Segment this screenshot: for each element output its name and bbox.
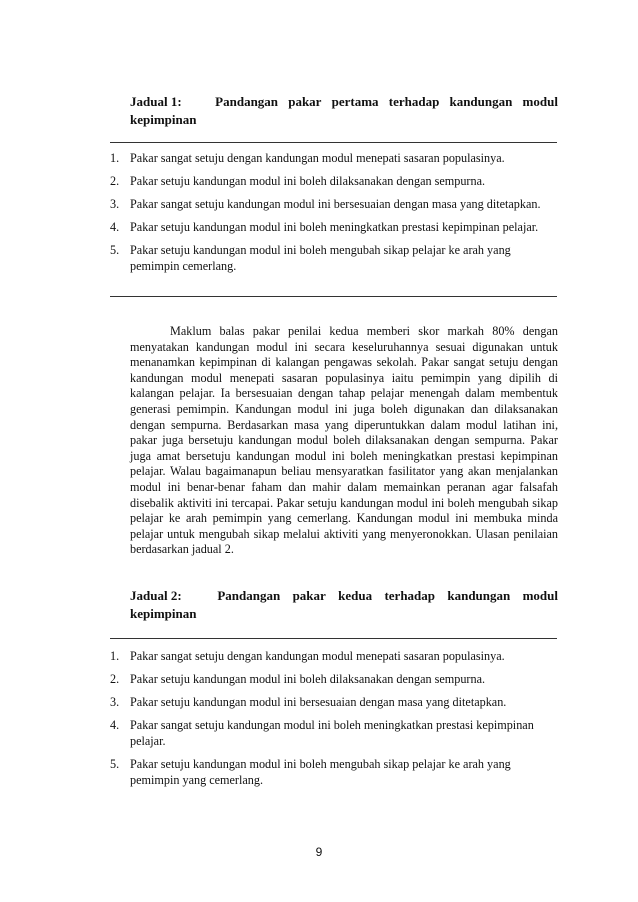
page-number: 9 — [315, 845, 323, 859]
list-item — [110, 756, 557, 788]
table1-title-word: terhadap — [388, 94, 440, 109]
list-item — [110, 648, 557, 664]
item-number: 3. — [110, 695, 120, 709]
item-number: 1. — [110, 649, 120, 663]
table2-title-word: terhadap — [384, 588, 436, 603]
table1-title-continuation: kepimpinan — [130, 112, 197, 127]
table1-title-word: modul — [522, 94, 558, 109]
table1-title-word: pakar — [288, 94, 322, 109]
table2-title-word: pakar — [292, 588, 326, 603]
table1-title-word: pertama — [331, 94, 379, 109]
item-text: Pakar setuju kandungan modul ini boleh dilaksanakan dengan sempurna. — [130, 174, 486, 188]
body-paragraph: Maklum balas pakar penilai kedua memberi skor markah 80% dengan menyatakan kandungan modul ini secara keseluruhannya sesuai digunakan untuk menanamkan kepimpinan di kalangan pengawas sekolah. Pakar sangat setuju dengan kandungan modul menepati sasaran populasinya iaitu pemimpin yang dipilih di kalangan pelajar. Ia bersesuaian dengan tahap pelajar menengah dalam membentuk generasi pemimpin. Kandungan modul ini juga boleh digunakan dan dilaksanakan dengan sempurna. Berdasarkan masa yang diperuntukkan dalam modul latihan ini, pakar juga bersetuju kandungan modul boleh dilaksanakan dengan sempurna. Pakar juga amat bersetuju kandungan modul ini boleh meningkatkan prestasi kepimpinan pelajar. Walau bagaimanapun beliau mensyaratkan fasilitator yang akan menjalankan modul ini benar-benar faham dan mahir dalam memainkan peranan agar falsafah disebalik aktiviti ini tercapai. Pakar setuju kandungan modul ini boleh mengubah sikap pelajar ke arah pemimpin yang cemerlang. Kandungan modul ini membuka minda pelajar untuk mengubah sikap melalui aktiviti yang menyeronokkan. Ulasan penilaian berdasarkan jadual 2. — [130, 324, 558, 557]
table2-top-rule — [110, 638, 557, 639]
item-text: Pakar setuju kandungan modul ini boleh meningkatkan prestasi kepimpinan pelajar. — [130, 220, 539, 234]
table1-list — [110, 150, 557, 281]
table1-label: Jadual 1: — [130, 94, 182, 109]
list-item — [110, 671, 557, 687]
table1-title-word: Pandangan — [215, 94, 279, 109]
item-text: Pakar sangat setuju dengan kandungan modul menepati sasaran populasinya. — [130, 151, 505, 165]
table2-title-word: kedua — [338, 588, 373, 603]
list-item — [110, 150, 557, 166]
item-number: 5. — [110, 243, 120, 257]
list-item — [110, 219, 557, 235]
item-text: Pakar setuju kandungan modul ini boleh mengubah sikap pelajar ke arah yang pemimpin cemerlang. — [130, 243, 511, 273]
table1-bottom-rule — [110, 296, 557, 297]
item-number: 1. — [110, 151, 120, 165]
table2-title-continuation: kepimpinan — [130, 606, 197, 621]
table2-list — [110, 648, 557, 795]
item-text: Pakar sangat setuju kandungan modul ini bersesuaian dengan masa yang ditetapkan. — [130, 197, 541, 211]
table2-title-word: Pandangan — [217, 588, 281, 603]
item-text: Pakar setuju kandungan modul ini bersesuaian dengan masa yang ditetapkan. — [130, 695, 507, 709]
item-text: Pakar setuju kandungan modul ini boleh dilaksanakan dengan sempurna. — [130, 672, 486, 686]
item-number: 2. — [110, 174, 120, 188]
list-item — [110, 694, 557, 710]
table2-title-word: kandungan — [447, 588, 511, 603]
table2-caption — [130, 587, 558, 623]
list-item — [110, 242, 557, 274]
item-number: 4. — [110, 718, 120, 732]
list-item — [110, 196, 557, 212]
table2-label: Jadual 2: — [130, 588, 182, 603]
item-number: 2. — [110, 672, 120, 686]
table1-caption — [130, 93, 558, 129]
table2-title-word: modul — [522, 588, 558, 603]
table1-top-rule — [110, 142, 557, 143]
item-number: 3. — [110, 197, 120, 211]
list-item — [110, 717, 557, 749]
item-text: Pakar setuju kandungan modul ini boleh mengubah sikap pelajar ke arah yang pemimpin yang cemerlang. — [130, 757, 511, 787]
item-number: 5. — [110, 757, 120, 771]
table1-title-word: kandungan — [449, 94, 513, 109]
list-item — [110, 173, 557, 189]
item-text: Pakar sangat setuju dengan kandungan modul menepati sasaran populasinya. — [130, 649, 505, 663]
item-number: 4. — [110, 220, 120, 234]
item-text: Pakar sangat setuju kandungan modul ini boleh meningkatkan prestasi kepimpinan pelajar. — [130, 718, 534, 748]
